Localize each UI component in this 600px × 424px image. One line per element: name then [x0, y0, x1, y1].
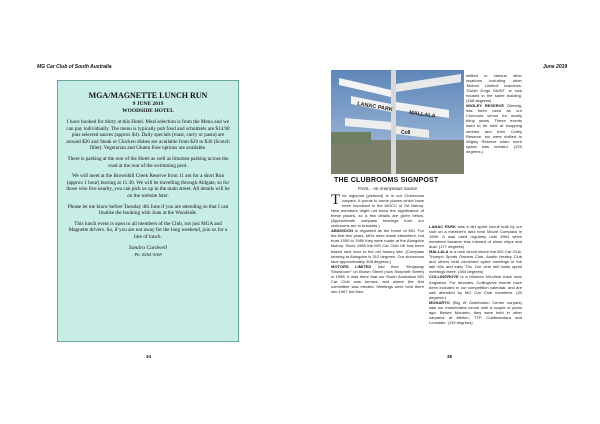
mallala-heading: MALLALA — [429, 249, 449, 255]
collingrove-heading: COLLINGROVE — [429, 274, 459, 280]
club-header: MG Car Club of South Australia — [37, 64, 112, 70]
lunch-para-parking: There is parking at the rear of the Hotel as well as bitumen parking across the road at the rear of the swimming pool. — [67, 155, 229, 169]
wigley-text: Glenelg, has been used as our Concours venue for nearly thirty years. These events used to be held at shopping centres and then Colley Reserve, but were shifted to Wigley Reserve when more space was needed. (220 degrees.) — [466, 103, 522, 154]
lunch-para-rsvp: Please let me know before Tuesday 4th June if you are attending so that I can finalise the booking with Joan at the Woodside. — [67, 203, 229, 217]
lunch-run-notice — [57, 80, 239, 342]
motors-text: had their "Kingsway Showroom" on Brown Street (now Morphett Street) in 1958. It was there that our South Australian MG Car Club was formed, and where the first committee was elected. Meetings were held there into 1967 but then — [331, 263, 424, 294]
signature-phone: Ph: 8264 9168 — [134, 251, 162, 257]
article-byline: From... An Anonymous source — [358, 186, 417, 191]
wigley-heading: WIGLEY RESERVE — [466, 103, 505, 109]
trees — [331, 132, 371, 144]
collingrove-text: is a bitumen hill-climb track near Angaston. For decades, Collingrove events have been included in our competition calendar, and are well attended by MG Car Club members. (53 degrees.) — [429, 274, 522, 300]
motors-continued: shifted to various other locations including other 'Motors Limited' branches. 'Guide Dogs SA/NT' is now housed in the same building. (168 degrees) — [466, 73, 522, 104]
article-column-top — [466, 73, 522, 154]
date-header: June 2019 — [543, 64, 568, 70]
signature-name: Sandra Cardwell — [128, 244, 168, 251]
abingdon-heading: ABINGDON — [331, 228, 354, 234]
lanac-heading: LANAC PARK — [429, 224, 456, 229]
lunch-para-menu: I have booked for thirty at this Hotel. Meal selection is from the Menu and we can pay individually. The menu is typically pub food and schnitzels are $14.90 plus selected sauces (approx $4). Daily specials (roast, curry or pasta) are around $20 and Steak or Chicken dishes are available from $26 to $36 (Scotch fillet). Vegetarian and Gluten Free options are available. — [66, 119, 230, 152]
sign-coll-text: Coll — [401, 130, 411, 136]
article-title: THE CLUBROOMS SIGNPOST — [334, 177, 439, 184]
drop-cap: T — [331, 192, 341, 208]
ground — [331, 140, 464, 174]
article-column-left — [331, 193, 424, 294]
lunch-para-meeting: We will meet at the Brownhill Creek Reserve from 11 am for a short Run (approx 1 hour) leaving at 11.30. We will be travelling through Aldgate, so for those who live nearby, you can pick us up in the main street. All details will be on the website later. — [66, 173, 230, 199]
article-column-right — [429, 224, 522, 325]
lanac-text: was a dirt sprint circuit built by our club on a member's land near Mount Compass in 1959. It was used regularly until 1964 when members became less tolerant of stone chips and dust. (177 degrees) — [429, 224, 523, 250]
mallala-text: is a race circuit where the MG Car Club, Triumph Sports Owners Club, Austin Healey Club and others held combined sprint meetings in the late 60s and early 70s. Our club still holds sprint meetings there. (354 degrees) — [429, 249, 522, 275]
lunch-title: MGA/MAGNETTE LUNCH RUN — [88, 91, 208, 100]
monarto-text: (Big W Distribution Centre carpark) was our motorkhana venue until a couple of years ago. Before Monarto, they were held in other carparks at Melton, TTP, Cobbeandara and Lonsdale. (119 degrees) — [429, 299, 522, 325]
lunch-para-open: This lunch event is open to all members of the Club, not just MGA and Magnette drivers. So, if you are not away for the long weekend, join us for a bite of lunch. — [68, 220, 228, 240]
sign-pole — [391, 70, 396, 174]
abingdon-text: is regarded as the home of MG. For the first few years, MGs were made elsewhere, but from 1930 to 1980 they were made at the Abingdon factory. Since 1969 the MG Car Club UK has been based next door to the old factory site. (Compass bearing to Abingdon is 312 degrees. Our clubrooms face approximately 308 degrees.) — [331, 228, 424, 264]
sign-mallala-text: MALLALA — [408, 110, 436, 120]
article-intro: he signpost (pictured) is in our Clubrooms carpark. It points to some places which have been important in the MGCC of SA history. New members might not know the significance of these places, so a few details are given below. (Approximate compass bearings from our clubrooms are in brackets.) — [331, 193, 424, 229]
page-number-left: 34 — [146, 354, 152, 359]
lunch-date: 9 JUNE 2019 — [132, 101, 164, 107]
motors-heading: MOTORS LIMITED — [331, 263, 372, 269]
monarto-heading: MONARTO — [429, 299, 450, 305]
page-number-right: 35 — [447, 354, 453, 359]
sign-lanac-text: LANAC PARK — [356, 101, 394, 114]
signpost-photo — [331, 70, 464, 174]
lunch-venue: WOODSIDE HOTEL — [122, 108, 174, 114]
